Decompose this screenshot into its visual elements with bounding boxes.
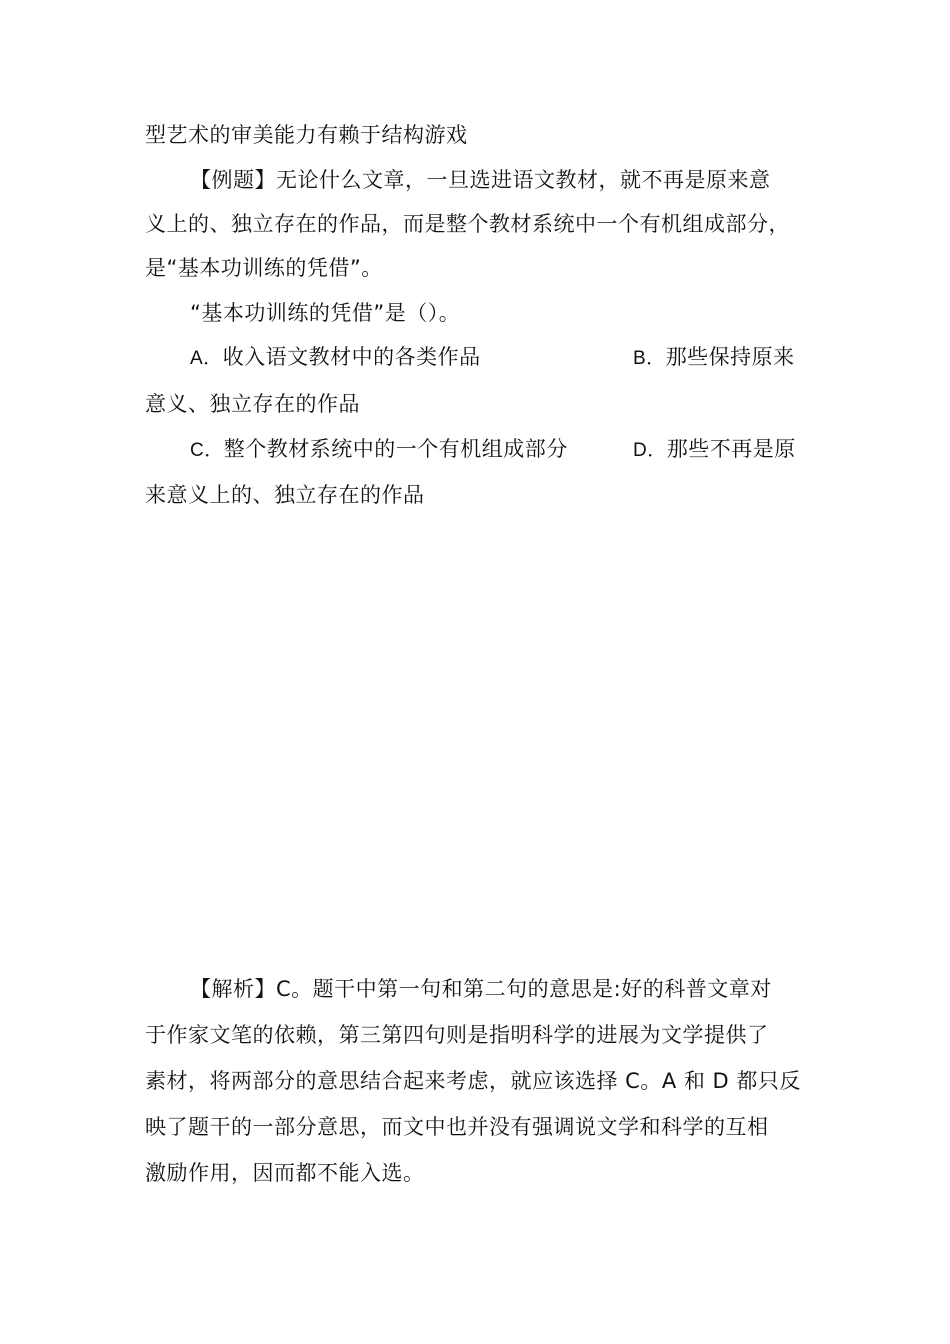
analysis-line-1: 【解析】C。题干中第一句和第二句的意思是:好的科普文章对 [190,977,772,1001]
option-b [633,335,795,381]
analysis-line-2: 于作家文笔的依赖，第三第四句则是指明科学的进展为文学提供了 [145,1023,769,1047]
option-c-label: C． [190,440,224,461]
analysis-line-4: 映了题干的一部分意思，而文中也并没有强调说文学和科学的互相 [145,1115,769,1139]
option-d-text: 那些不再是原 [666,437,796,461]
option-c [190,427,568,473]
question-stem: “基本功训练的凭借”是（）。 [190,301,461,325]
option-a [190,335,481,381]
example-line-2: 义上的、独立存在的作品，而是整个教材系统中一个有机组成部分， [145,212,790,236]
analysis-line-3: 素材，将两部分的意思结合起来考虑，就应该选择 C。A 和 D 都只反 [145,1069,801,1093]
analysis-line-5: 激励作用，因而都不能入选。 [145,1161,425,1185]
option-a-text: 收入语文教材中的各类作品 [222,345,481,369]
example-line-3: 是“基本功训练的凭借”。 [145,256,383,280]
option-b-text: 那些保持原来 [665,345,795,369]
option-a-label: A． [190,348,223,369]
option-d [633,427,796,473]
option-b-label: B． [633,348,666,369]
continued-text-line: 型艺术的审美能力有赖于结构游戏 [145,123,468,147]
option-c-text: 整个教材系统中的一个有机组成部分 [223,437,568,461]
option-d-continued: 来意义上的、独立存在的作品 [145,483,425,507]
option-d-label: D． [633,440,667,461]
example-line-1: 【例题】无论什么文章，一旦选进语文教材，就不再是原来意 [190,168,771,192]
option-b-continued: 意义、独立存在的作品 [145,392,360,416]
